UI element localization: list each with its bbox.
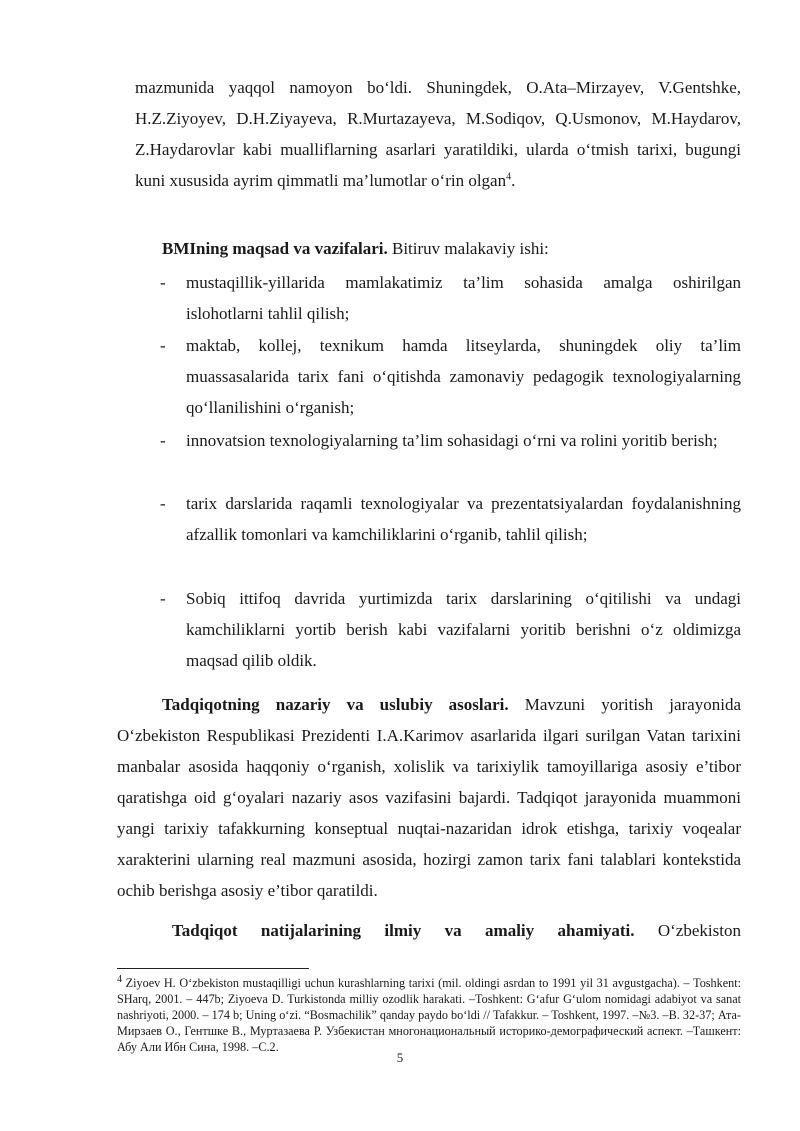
significance-paragraph xyxy=(117,915,741,946)
theory-paragraph xyxy=(117,689,741,906)
list-item-text: mustaqillik-yillarida mamlakatimiz ta’lim sohasida amalga oshirilgan islohotlarni tahlil qilish; xyxy=(186,273,741,323)
theory-heading: Tadqiqotning nazariy va uslubiy asoslari. xyxy=(162,695,509,714)
significance-text: O‘zbekiston xyxy=(634,921,741,940)
footnote-reference[interactable]: 4 xyxy=(506,171,512,183)
list-dash: - xyxy=(160,589,166,608)
goals-lead: Bitiruv malakaviy ishi: xyxy=(387,239,549,258)
footnote-number: 4 xyxy=(117,973,122,985)
list-dash: - xyxy=(160,431,166,450)
footnote-divider xyxy=(117,968,309,969)
list-dash: - xyxy=(160,273,166,292)
list-item-text: innovatsion texnologiyalarning ta’lim sohasidagi o‘rni va rolini yoritib berish; xyxy=(186,431,718,450)
footnote-text: Ziyoev H. O‘zbekiston mustaqilligi uchun kurashlarning tarixi (mil. oldingi asrdan to 1991 yil 31 avgustgacha). – Toshkent: SHarq, 2001. – 447b; Ziyoeva D. Turkistonda milliy ozodlik harakati. –Toshkent: G‘afur G‘ulom nomidagi adabiyot va sanat nashriyoti, 2000. – 174 b; Uning o‘zi. “Bosmachilik” qanday paydo bo‘ldi // Tafakkur. – Toshkent, 1997. –№3. –B. 32-37; Ата-Мирзаев О., Гентшке В., Муртазаева Р. Узбекистан многонациональный историко-демографический аспект. –Ташкент: Абу Али Ибн Сина, 1998. –С.2. xyxy=(117,976,741,1054)
list-dash: - xyxy=(160,336,166,355)
list-item-text: maktab, kollej, texnikum hamda litseylarda, shuningdek oliy ta’lim muassasalarida tarix fani o‘qitishda zamonaviy pedagogik texnologiyalarning qo‘llanilishini o‘rganish; xyxy=(186,336,741,417)
significance-heading: Tadqiqot natijalarining ilmiy va amaliy ahamiyati. xyxy=(172,921,635,940)
theory-text: Mavzuni yoritish jarayonida O‘zbekiston Respublikasi Prezidenti I.A.Karimov asarlarida ilgari surilgan Vatan tarixini manbalar asosida haqqoniy o‘rganish, xolislik va tarixiylik tamoyillariga asosiy e’tibor qaratishga oid g‘oyalari nazariy asos vazifasini bajardi. Tadqiqot jarayonida muammoni yangi tarixiy tafakkurning konseptual nuqtai-nazaridan idrok etishga, tarixiy voqealar xarakterini ularning real mazmuni asosida, hozirgi zamon tarix fani talablari kontekstida ochib berishga asosiy e’tibor qaratildi. xyxy=(117,695,741,900)
list-item-text: Sobiq ittifoq davrida yurtimizda tarix darslarining o‘qitilishi va undagi kamchiliklarni yortib berish kabi vazifalarni yoritib berishni o‘z oldimizga maqsad qilib oldik. xyxy=(186,589,741,670)
page-number: 5 xyxy=(396,1050,404,1065)
intro-text: mazmunida yaqqol namoyon bo‘ldi. Shuningdek, O.Ata–Mirzayev, V.Gentshke, H.Z.Ziyoyev, D.H.Ziyayeva, R.Murtazayeva, M.Sodiqov, Q.Usmonov, M.Haydarov, Z.Haydarovlar kabi mualliflarning asarlari yaratildiki, ularda o‘tmish tarixi, bugungi kuni xususida ayrim qimmatli ma’lumotlar o‘rin olgan xyxy=(135,78,741,190)
goals-heading: BMIning maqsad va vazifalari. xyxy=(162,239,388,258)
intro-end: . xyxy=(511,171,516,190)
list-dash: - xyxy=(160,494,166,513)
goals-paragraph xyxy=(162,233,741,264)
footnote xyxy=(117,975,741,1055)
intro-paragraph xyxy=(135,72,741,196)
list-item-text: tarix darslarida raqamli texnologiyalar va prezentatsiyalardan foydalanishning afzallik tomonlari va kamchiliklarini o‘rganib, tahlil qilish; xyxy=(186,494,741,544)
